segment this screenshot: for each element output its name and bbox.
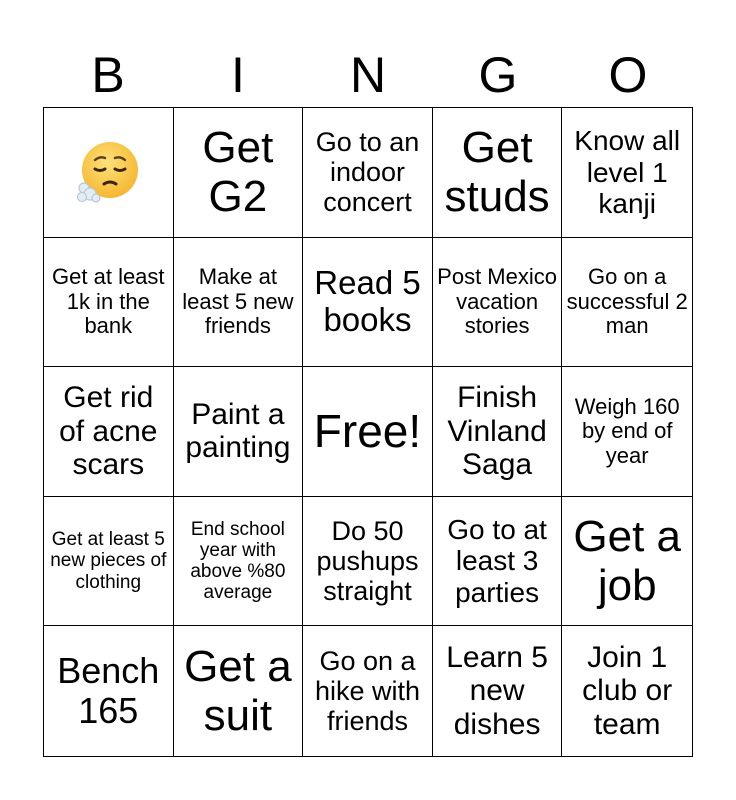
bingo-cell[interactable]	[562, 497, 692, 627]
cell-label: Get a suit	[184, 641, 292, 741]
cell-label: Get at least 5 new pieces of clothing	[50, 529, 167, 593]
bingo-cell[interactable]	[174, 626, 304, 756]
cell-label: End school year with above %80 average	[190, 518, 286, 604]
bingo-header	[43, 44, 693, 106]
cell-label: Make at least 5 new friends	[182, 263, 294, 339]
header-letter-b: B	[91, 47, 125, 103]
cell-label: Paint a painting	[185, 397, 291, 465]
cell-label: Go to an indoor concert	[315, 126, 420, 218]
bingo-cell[interactable]	[44, 238, 174, 368]
cell-label: Get a job	[573, 511, 681, 611]
header-letter-n: N	[349, 47, 387, 103]
cell-label: Join 1 club or team	[582, 640, 673, 741]
bingo-cell[interactable]	[174, 367, 304, 497]
bingo-cell[interactable]	[433, 108, 563, 238]
cell-label: Post Mexico vacation stories	[437, 263, 557, 339]
cell-label: Get at least 1k in the bank	[52, 263, 165, 339]
bingo-cell[interactable]	[44, 367, 174, 497]
cell-label: Get studs	[444, 123, 550, 222]
bingo-cell[interactable]	[303, 626, 433, 756]
free-space-label: Free!	[313, 404, 422, 457]
exhaling-face-icon	[74, 138, 142, 206]
cell-label: Weigh 160 by end of year	[574, 393, 680, 468]
bingo-cell[interactable]	[303, 238, 433, 368]
free-space-cell[interactable]	[303, 367, 433, 497]
cell-label: Go to at least 3 parties	[447, 514, 547, 608]
bingo-cell[interactable]	[562, 626, 692, 756]
cell-label: Go on a successful 2 man	[566, 263, 688, 339]
header-letter-g: G	[478, 47, 518, 103]
header-letter-o: O	[608, 47, 648, 103]
bingo-cell[interactable]	[433, 626, 563, 756]
cell-label: Learn 5 new dishes	[446, 640, 548, 741]
bingo-cell[interactable]	[44, 497, 174, 627]
cell-label: Read 5 books	[314, 263, 421, 338]
bingo-cell[interactable]	[174, 108, 304, 238]
bingo-cell[interactable]	[44, 626, 174, 756]
bingo-cell[interactable]	[562, 367, 692, 497]
cell-label: Bench 165	[57, 649, 160, 732]
bingo-cell[interactable]	[562, 108, 692, 238]
cell-label: Get rid of acne scars	[59, 381, 158, 482]
bingo-cell[interactable]	[44, 108, 174, 238]
bingo-board	[43, 107, 693, 757]
bingo-cell[interactable]	[303, 108, 433, 238]
cell-label: Go on a hike with friends	[314, 645, 421, 737]
cell-label: Know all level 1 kanji	[574, 125, 681, 219]
bingo-cell[interactable]	[174, 497, 304, 627]
bingo-cell[interactable]	[562, 238, 692, 368]
bingo-cell[interactable]	[303, 497, 433, 627]
cell-label: Get G2	[202, 123, 274, 222]
bingo-cell[interactable]	[174, 238, 304, 368]
cell-label: Finish Vinland Saga	[447, 381, 547, 482]
header-letter-i: I	[231, 47, 245, 103]
bingo-cell[interactable]	[433, 367, 563, 497]
cell-label: Do 50 pushups straight	[316, 515, 419, 607]
bingo-cell[interactable]	[433, 497, 563, 627]
bingo-cell[interactable]	[433, 238, 563, 368]
